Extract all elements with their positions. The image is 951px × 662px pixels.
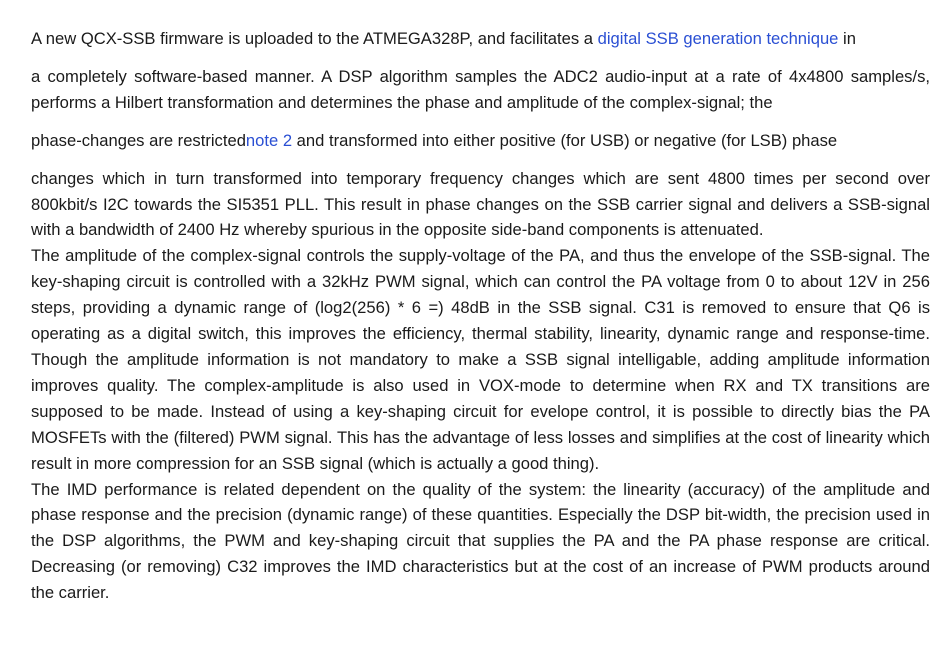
paragraph-1-text-c: phase-changes are restricted (31, 130, 246, 150)
paragraph-1-block-3 (31, 128, 930, 154)
paragraph-1-block-2: a completely software-based manner. A DSP algorithm samples the ADC2 audio-input at a rate of 4x4800 samples/s, performs a Hilbert transformation and determines the phase and amplitude of the complex-signal; the (31, 66, 930, 112)
paragraph-2: The amplitude of the complex-signal controls the supply-voltage of the PA, and thus the envelope of the SSB-signal. The key-shaping circuit is controlled with a 32kHz PWM signal, which can control the PA voltage from 0 to about 12V in 256 steps, providing a dynamic range of (log2(256) * 6 =) 48dB in the SSB signal. C31 is removed to ensure that Q6 is operating as a digital switch, this improves the efficiency, thermal stability, linearity, dynamic range and response-time. Though the amplitude information is not mandatory to make a SSB signal intelligable, adding amplitude information improves quality. The complex-amplitude is also used in VOX-mode to determine when RX and TX transitions are supposed to be made. Instead of using a key-shaping circuit for evelope control, it is possible to directly bias the PA MOSFETs with the (filtered) PWM signal. This has the advantage of less losses and simplifies at the cost of linearity which result in more compression for an SSB signal (which is actually a good thing). (31, 246, 930, 473)
paragraph-1-line-1 (31, 26, 930, 52)
link-note-2[interactable]: note 2 (245, 130, 293, 150)
paragraph-1-text-a: A new QCX-SSB firmware is uploaded to the ATMEGA328P, and facilitates a (31, 29, 598, 48)
paragraph-1-text-b: in (838, 29, 856, 48)
paragraph-1-text-d: and transformed into either positive (for USB) or negative (for LSB) phase (292, 130, 838, 150)
link-digital-ssb-generation[interactable]: digital SSB generation technique (597, 29, 839, 48)
document-body (31, 26, 930, 606)
paragraph-1-block-4: changes which in turn transformed into temporary frequency changes which are sent 4800 times per second over 800kbit/s I2C towards the SI5351 PLL. This result in phase changes on the SSB carrier signal and delivers a SSB-signal with a bandwidth of 2400 Hz whereby spurious in the opposite side-band components is attenuated. (31, 168, 930, 240)
paragraph-3: The IMD performance is related dependent on the quality of the system: the linearity (accuracy) of the amplitude and phase response and the precision (dynamic range) of these quantities. Especially the DSP bit-width, the precision used in the DSP algorithms, the PWM and key-shaping circuit that supplies the PA and the PA phase response are critical. Decreasing (or removing) C32 improves the IMD characteristics but at the cost of an increase of PWM products around the carrier. (31, 479, 930, 603)
